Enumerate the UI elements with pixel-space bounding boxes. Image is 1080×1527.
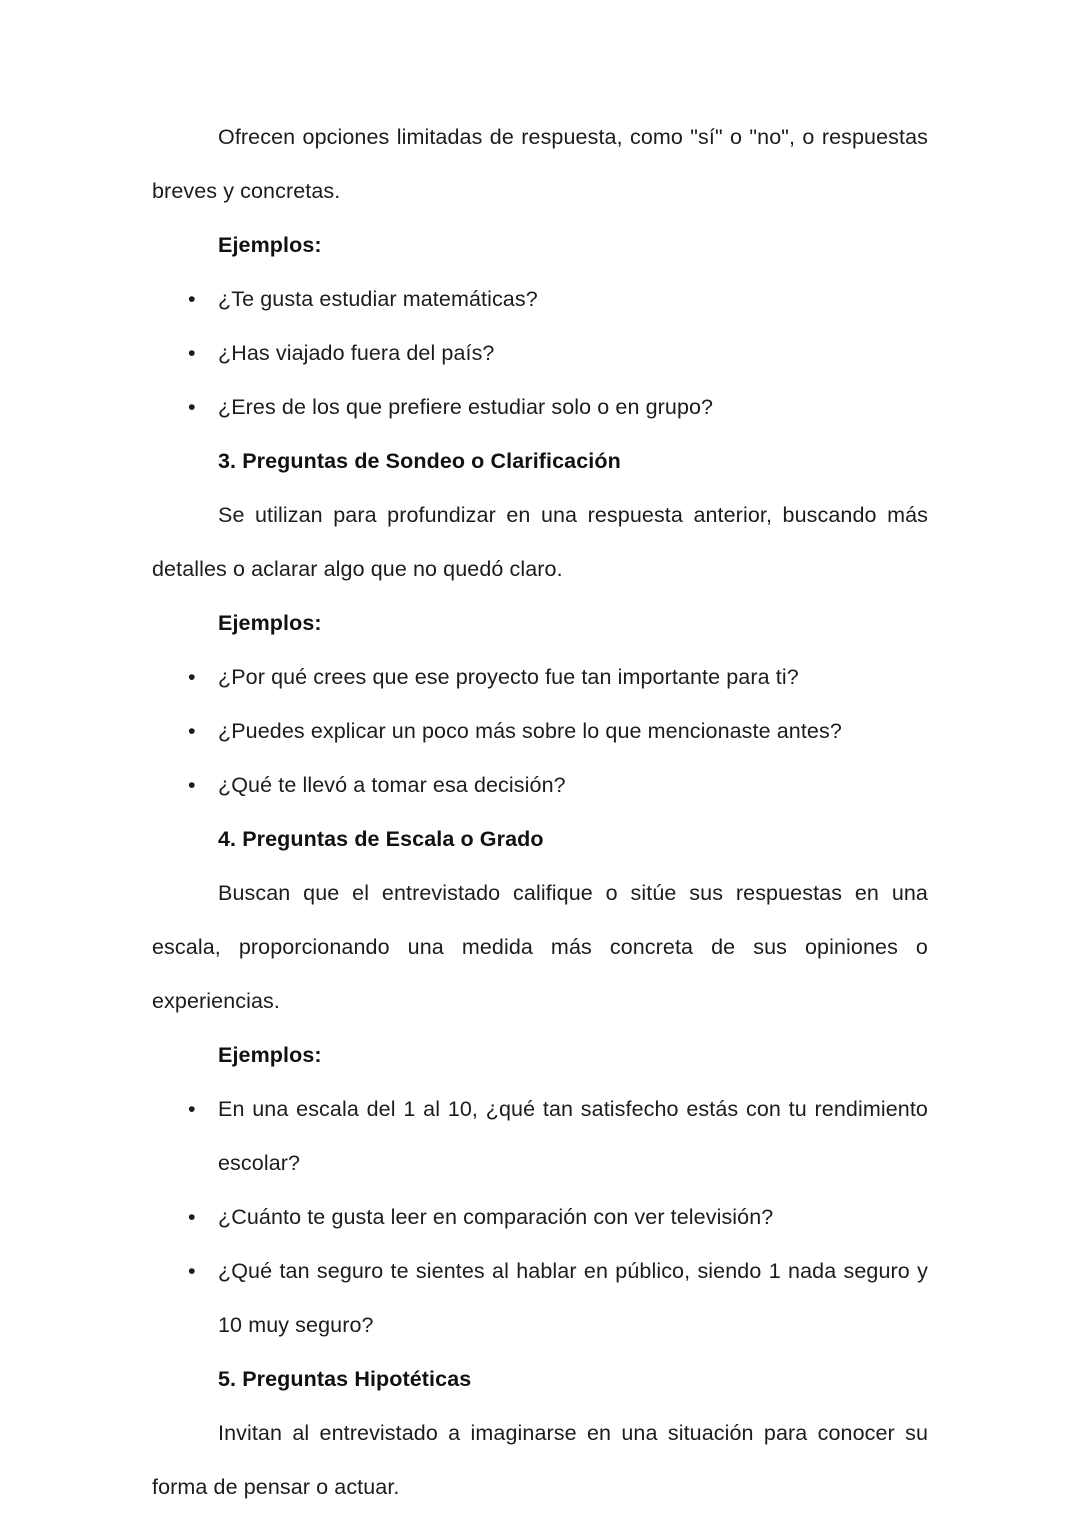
section-heading-3: 3. Preguntas de Sondeo o Clarificación xyxy=(218,449,621,473)
examples-list-3 xyxy=(152,1082,928,1352)
list-item xyxy=(152,1190,928,1244)
bullet-icon: • xyxy=(188,773,196,797)
list-item xyxy=(152,272,928,326)
bullet-icon: • xyxy=(188,665,196,689)
list-item xyxy=(152,380,928,434)
list-item xyxy=(152,1082,928,1190)
list-item-text: ¿Cuánto te gusta leer en comparación con ver televisión? xyxy=(218,1205,774,1229)
list-item-text: ¿Eres de los que prefiere estudiar solo o en grupo? xyxy=(218,395,714,419)
section-paragraph-5: Invitan al entrevistado a imaginarse en una situación para conocer su forma de pensar o actuar. xyxy=(152,1421,928,1499)
list-item xyxy=(152,704,928,758)
list-item xyxy=(152,1244,928,1352)
examples-label-3: Ejemplos: xyxy=(218,1043,322,1067)
bullet-icon: • xyxy=(188,341,196,365)
bullet-icon: • xyxy=(188,719,196,743)
list-item xyxy=(152,758,928,812)
list-item-text: ¿Qué te llevó a tomar esa decisión? xyxy=(218,773,566,797)
section-paragraph-4: Buscan que el entrevistado califique o sitúe sus respuestas en una escala, proporcionando una medida más concreta de sus opiniones o experiencias. xyxy=(152,881,928,1013)
list-item-text: ¿Has viajado fuera del país? xyxy=(218,341,495,365)
examples-list-2 xyxy=(152,650,928,812)
list-item-text: ¿Puedes explicar un poco más sobre lo que mencionaste antes? xyxy=(218,719,842,743)
section-heading-4: 4. Preguntas de Escala o Grado xyxy=(218,827,544,851)
examples-label-2: Ejemplos: xyxy=(218,611,322,635)
list-item-text: En una escala del 1 al 10, ¿qué tan satisfecho estás con tu rendimiento escolar? xyxy=(218,1097,928,1175)
list-item-text: ¿Te gusta estudiar matemáticas? xyxy=(218,287,538,311)
list-item xyxy=(152,326,928,380)
bullet-icon: • xyxy=(188,287,196,311)
list-item-text: ¿Por qué crees que ese proyecto fue tan importante para ti? xyxy=(218,665,799,689)
section-heading-5: 5. Preguntas Hipotéticas xyxy=(218,1367,472,1391)
bullet-icon: • xyxy=(188,395,196,419)
bullet-icon: • xyxy=(188,1097,196,1121)
bullet-icon: • xyxy=(188,1205,196,1229)
examples-list-1 xyxy=(152,272,928,434)
intro-paragraph: Ofrecen opciones limitadas de respuesta, como "sí" o "no", o respuestas breves y concretas. xyxy=(152,125,928,203)
section-paragraph-3: Se utilizan para profundizar en una respuesta anterior, buscando más detalles o aclarar algo que no quedó claro. xyxy=(152,503,928,581)
list-item-text: ¿Qué tan seguro te sientes al hablar en público, siendo 1 nada seguro y 10 muy seguro? xyxy=(218,1259,928,1337)
bullet-icon: • xyxy=(188,1259,196,1283)
list-item xyxy=(152,650,928,704)
examples-label-1: Ejemplos: xyxy=(218,233,322,257)
document-content xyxy=(152,110,928,1514)
